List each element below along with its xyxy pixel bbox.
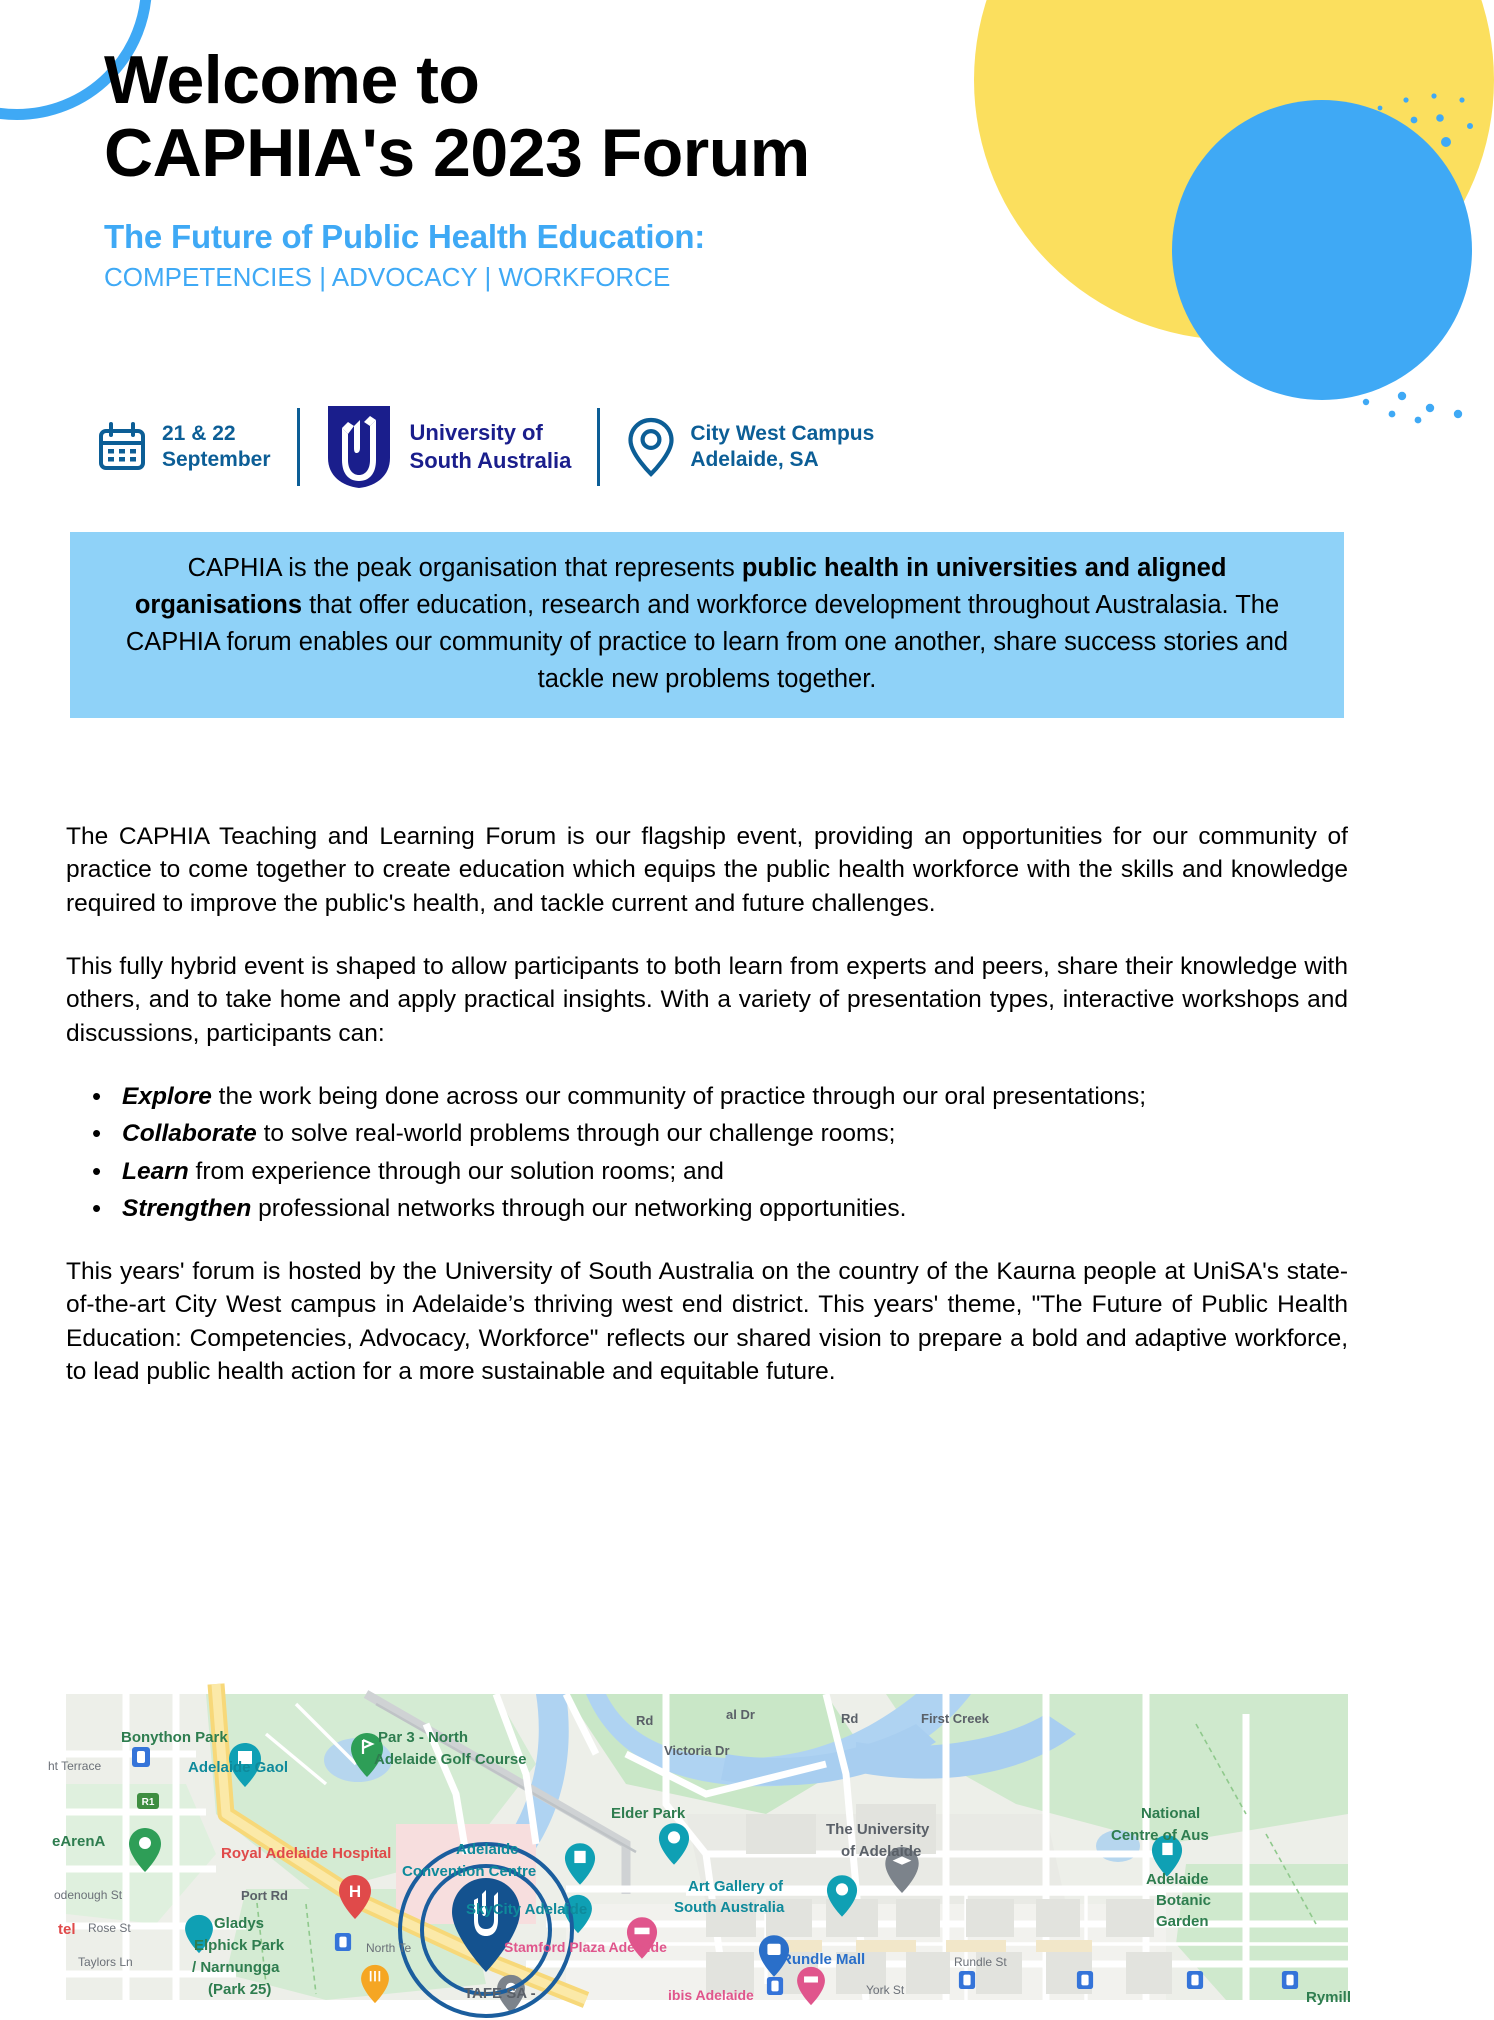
map-label: North Te xyxy=(366,1941,412,1955)
map-icon-transit-1[interactable] xyxy=(131,1746,151,1768)
map-label: tel xyxy=(58,1921,76,1938)
map-label: South Australia xyxy=(674,1899,785,1916)
bullet-lead: Collaborate xyxy=(122,1120,257,1148)
unisa-logo xyxy=(326,404,572,490)
map-pin-elder-park[interactable] xyxy=(658,1822,690,1866)
map-label: TAFE SA - xyxy=(464,1985,536,2002)
map-label: Adelaide Gaol xyxy=(188,1759,289,1776)
map-pin-art-gallery[interactable] xyxy=(826,1874,858,1918)
event-info-bar xyxy=(96,404,874,490)
map-label: Garden xyxy=(1156,1913,1209,1930)
map-label: odenough St xyxy=(54,1888,123,1902)
map-label: First Creek xyxy=(921,1711,989,1726)
bullet-lead: Explore xyxy=(122,1082,212,1110)
event-date-item xyxy=(96,421,271,474)
map-label: (Park 25) xyxy=(208,1981,272,1998)
map-label: The University xyxy=(826,1821,930,1838)
map-label: Rd xyxy=(636,1713,654,1728)
info-divider-2 xyxy=(597,408,600,486)
map-pin-stamford-plaza[interactable] xyxy=(626,1916,658,1960)
page-title xyxy=(104,44,1084,190)
map-label: Botanic xyxy=(1156,1892,1212,1909)
list-item xyxy=(118,1117,1348,1150)
map-icon-transit-7[interactable] xyxy=(1281,1970,1299,1990)
map-label: National xyxy=(1141,1805,1201,1822)
svg-text:H: H xyxy=(348,1882,362,1901)
unisa-shield-icon xyxy=(326,404,392,490)
event-venue-line-1: City West Campus xyxy=(690,421,875,445)
map-label: Stamford Plaza Adelaide xyxy=(504,1939,667,1955)
list-item xyxy=(118,1155,1348,1188)
page-header xyxy=(104,44,1084,293)
map-pin-adelaide-poi[interactable] xyxy=(184,1914,214,1954)
page-subtitle: The Future of Public Health Education: xyxy=(104,217,706,255)
event-venue-line-2: Adelaide, SA xyxy=(690,448,819,471)
map-pin-golf-course[interactable] xyxy=(350,1732,384,1778)
event-venue-item xyxy=(626,416,874,478)
highlight-part-2: that offer education, research and workforce development throughout Australasia. The CAPHIA forum enables our community of practice to learn from one another, share success stories and tackle new problems together. xyxy=(125,590,1289,693)
paragraph-3: This years' forum is hosted by the University of South Australia on the country of the Kaurna people at UniSA's state-of-the-art City West campus in Adelaide’s thriving west end district. This years' theme, "The Future of Public Health Education: Competencies, Advocacy, Workforce" reflects our shared vision to prepare a bold and adaptive workforce, to lead public health action for a more sustainable and equitable future. xyxy=(66,1258,1348,1386)
unisa-name-line-1: University of xyxy=(409,419,543,445)
map-icon-transit-4[interactable] xyxy=(958,1970,976,1990)
map-pin-botanic[interactable] xyxy=(1151,1834,1183,1878)
map-label: Rose St xyxy=(88,1921,131,1935)
intro-highlight-box xyxy=(70,532,1344,718)
page-subtitle-tagline: COMPETENCIES | ADVOCACY | WORKFORCE xyxy=(104,261,671,292)
info-divider-1 xyxy=(297,408,300,486)
map-label: Adelaide xyxy=(456,1841,519,1858)
map-label: Elphick Park xyxy=(194,1937,285,1954)
map-icon-transit-2[interactable] xyxy=(334,1932,352,1952)
map-pin-restaurant[interactable] xyxy=(360,1964,390,2004)
map-label: York St xyxy=(866,1983,905,1997)
unisa-name-line-2: South Australia xyxy=(409,448,572,473)
map-label: Adelaide xyxy=(1146,1871,1209,1888)
participant-benefits-list xyxy=(66,1080,1348,1225)
calendar-icon xyxy=(96,421,148,473)
decorative-blue-circle xyxy=(1172,100,1472,400)
map-label: Taylors Ln xyxy=(78,1955,133,1969)
event-date-line-1: 21 & 22 xyxy=(162,421,236,445)
event-date-line-2: September xyxy=(162,448,271,471)
map-label: Centre of Aus xyxy=(1111,1827,1209,1844)
map-label: al Dr xyxy=(726,1707,755,1722)
map-label: Par 3 - North xyxy=(378,1729,469,1746)
highlight-bold: public health in universities and aligned organisations xyxy=(134,554,1227,619)
map-pin-ibis-adelaide[interactable] xyxy=(796,1966,826,2006)
venue-map[interactable] xyxy=(48,1694,1352,2006)
body-copy xyxy=(66,820,1348,1388)
map-label: Victoria Dr xyxy=(664,1743,730,1758)
map-label: of Adelaide xyxy=(841,1843,922,1860)
map-label: SkyCity Adelaide xyxy=(466,1901,588,1918)
map-label: Rd xyxy=(841,1711,859,1726)
map-pin-rundle-mall[interactable] xyxy=(758,1934,790,1978)
map-label: eArenA xyxy=(52,1833,106,1850)
unisa-name-text xyxy=(410,419,572,475)
map-icon-transit-3[interactable] xyxy=(766,1976,784,1996)
title-line-1: Welcome to xyxy=(104,42,480,118)
map-label: Adelaide Golf Course xyxy=(374,1751,527,1768)
bullet-lead: Learn xyxy=(122,1157,189,1185)
map-pin-university-adelaide[interactable] xyxy=(884,1846,920,1894)
map-label: Rundle Mall xyxy=(781,1951,866,1968)
list-item xyxy=(118,1192,1348,1225)
campus-location-marker[interactable] xyxy=(396,1840,576,2020)
bullet-lead: Strengthen xyxy=(122,1194,252,1222)
list-item xyxy=(118,1080,1348,1113)
map-label: Port Rd xyxy=(241,1888,288,1903)
map-label: ibis Adelaide xyxy=(668,1987,754,2003)
map-pin-adelaide-gaol[interactable] xyxy=(228,1742,262,1788)
paragraph-1: The CAPHIA Teaching and Learning Forum is our flagship event, providing an opportunities for our community of practice to come together to create education which equips the public health workforce with the skills and knowledge required to improve the public's health, and tackle current and future challenges. xyxy=(66,823,1348,917)
bullet-rest: to solve real-world problems through our challenge rooms; xyxy=(256,1120,896,1148)
map-label: ht Terrace xyxy=(48,1759,102,1773)
bullet-rest: professional networks through our networking opportunities. xyxy=(251,1194,907,1222)
decorative-halftone-dots xyxy=(1144,78,1484,422)
highlight-part-1: CAPHIA is the peak organisation that represents xyxy=(187,554,742,582)
map-label: Rundle St xyxy=(954,1955,1007,1969)
bullet-rest: from experience through our solution rooms; and xyxy=(188,1157,724,1185)
map-label: Royal Adelaide Hospital xyxy=(221,1845,392,1862)
title-line-2: CAPHIA's 2023 Forum xyxy=(104,114,810,191)
event-venue-text xyxy=(690,421,874,474)
map-icon-transit-6[interactable] xyxy=(1186,1970,1204,1990)
map-label: Rymill xyxy=(1306,1989,1352,2006)
map-icon-route-r1[interactable] xyxy=(136,1792,160,1810)
map-pin-arena[interactable] xyxy=(128,1827,162,1873)
map-icon-transit-5[interactable] xyxy=(1076,1970,1094,1990)
map-label: Bonython Park xyxy=(121,1729,228,1746)
map-label: / Narnungga xyxy=(192,1959,280,1976)
bullet-rest: the work being done across our community of practice through our oral presentations; xyxy=(211,1082,1147,1110)
map-label: Art Gallery of xyxy=(688,1878,784,1895)
location-pin-icon xyxy=(626,416,676,478)
map-label: Elder Park xyxy=(611,1805,686,1822)
svg-text:R1: R1 xyxy=(141,1797,155,1808)
map-label: Convention Centre xyxy=(402,1863,537,1880)
map-pin-hospital[interactable] xyxy=(338,1874,372,1920)
paragraph-2: This fully hybrid event is shaped to allow participants to both learn from experts and peers, share their knowledge with others, and to take home and apply practical insights. With a variety of presentation types, interactive workshops and discussions, participants can: xyxy=(66,952,1348,1047)
event-date-text xyxy=(162,421,271,474)
map-label: Gladys xyxy=(214,1915,265,1932)
